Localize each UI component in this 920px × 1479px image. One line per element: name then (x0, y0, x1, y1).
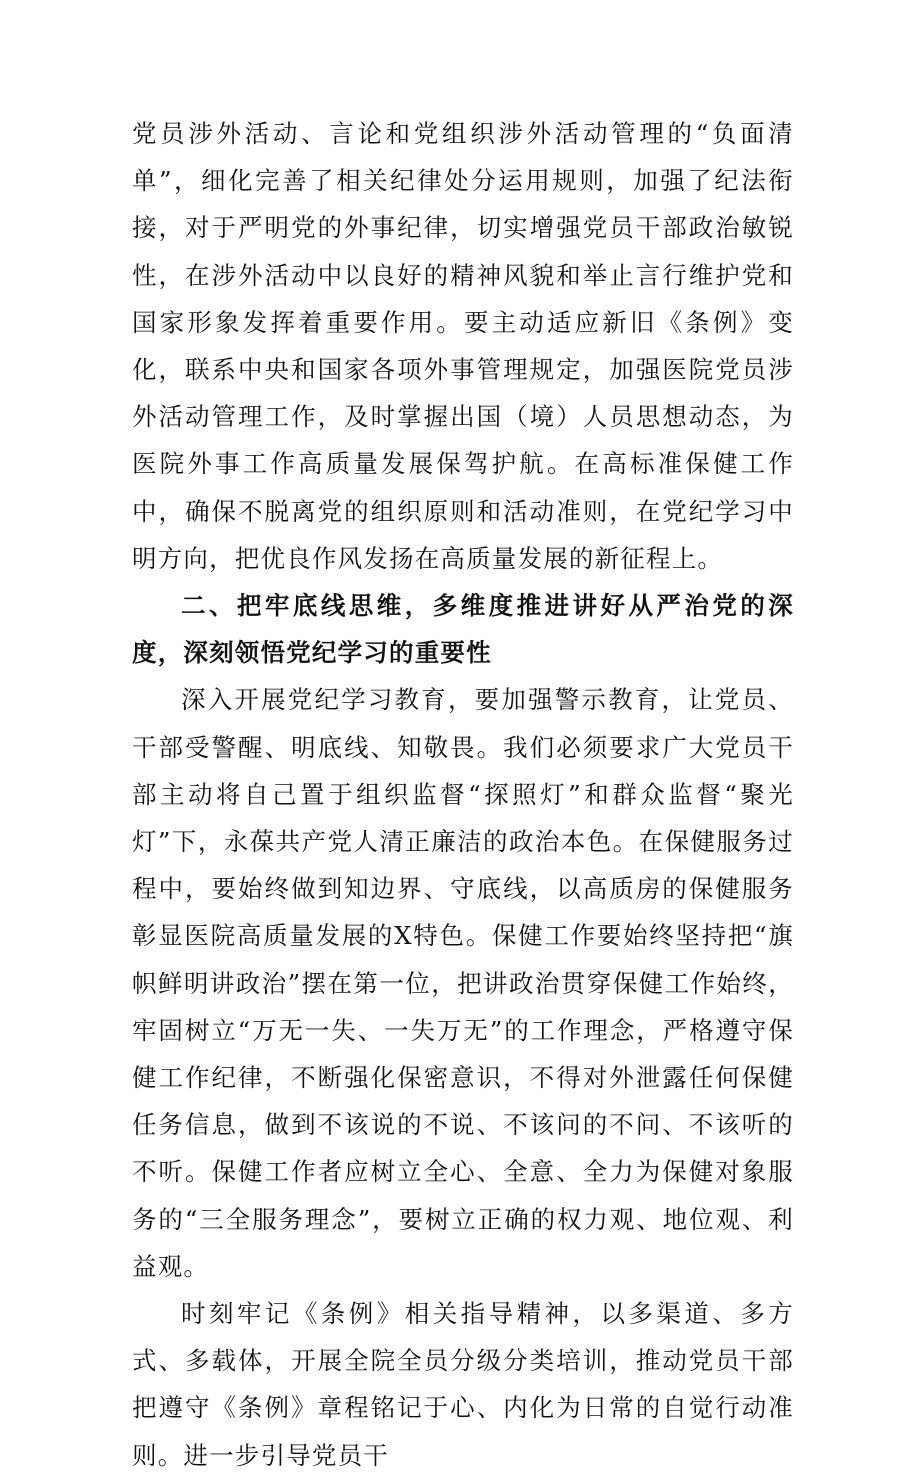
paragraph-continuation: 党员涉外活动、言论和党组织涉外活动管理的“负面清单”，细化完善了相关纪律处分运用规则，加强了纪法衔接，对于严明党的外事纪律，切实增强党员干部政治敏锐性，在涉外活动中以良好的精神风貌和举止言行维护党和国家形象发挥着重要作用。要主动适应新旧《条例》变化，联系中央和国家各项外事管理规定，加强医院党员涉外活动管理工作，及时掌握出国（境）人员思想动态，为医院外事工作高质量发展保驾护航。在高标准保健工作中，确保不脱离党的组织原则和活动准则，在党纪学习中明方向，把优良作风发扬在高质量发展的新征程上。 (132, 119, 794, 573)
document-body (132, 110, 794, 1479)
paragraph: 时刻牢记《条例》相关指导精神，以多渠道、多方式、多载体，开展全院全员分级分类培训，推动党员干部把遵守《条例》章程铭记于心、内化为日常的自觉行动准则。进一步引导党员干 (132, 1299, 794, 1470)
paragraph: 深入开展党纪学习教育，要加强警示教育，让党员、干部受警醒、明底线、知敬畏。我们必须要求广大党员干部主动将自己置于组织监督“探照灯”和群众监督“聚光灯”下，永葆共产党人清正廉洁的政治本色。在保健服务过程中，要始终做到知边界、守底线，以高质房的保健服务彰显医院高质量发展的X特色。保健工作要始终坚持把“旗帜鲜明讲政治”摆在第一位，把讲政治贯穿保健工作始终，牢固树立“万无一失、一失万无”的工作理念，严格遵守保健工作纪律，不断强化保密意识，不得对外泄露任何保健任务信息，做到不该说的不说、不该问的不问、不该听的不听。保健工作者应树立全心、全意、全力为保健对象服务的“三全服务理念”，要树立正确的权力观、地位观、利益观。 (132, 685, 794, 1281)
section-heading: 二、把牢底线思维，多维度推进讲好从严治党的深度，深刻领悟党纪学习的重要性 (132, 591, 794, 668)
